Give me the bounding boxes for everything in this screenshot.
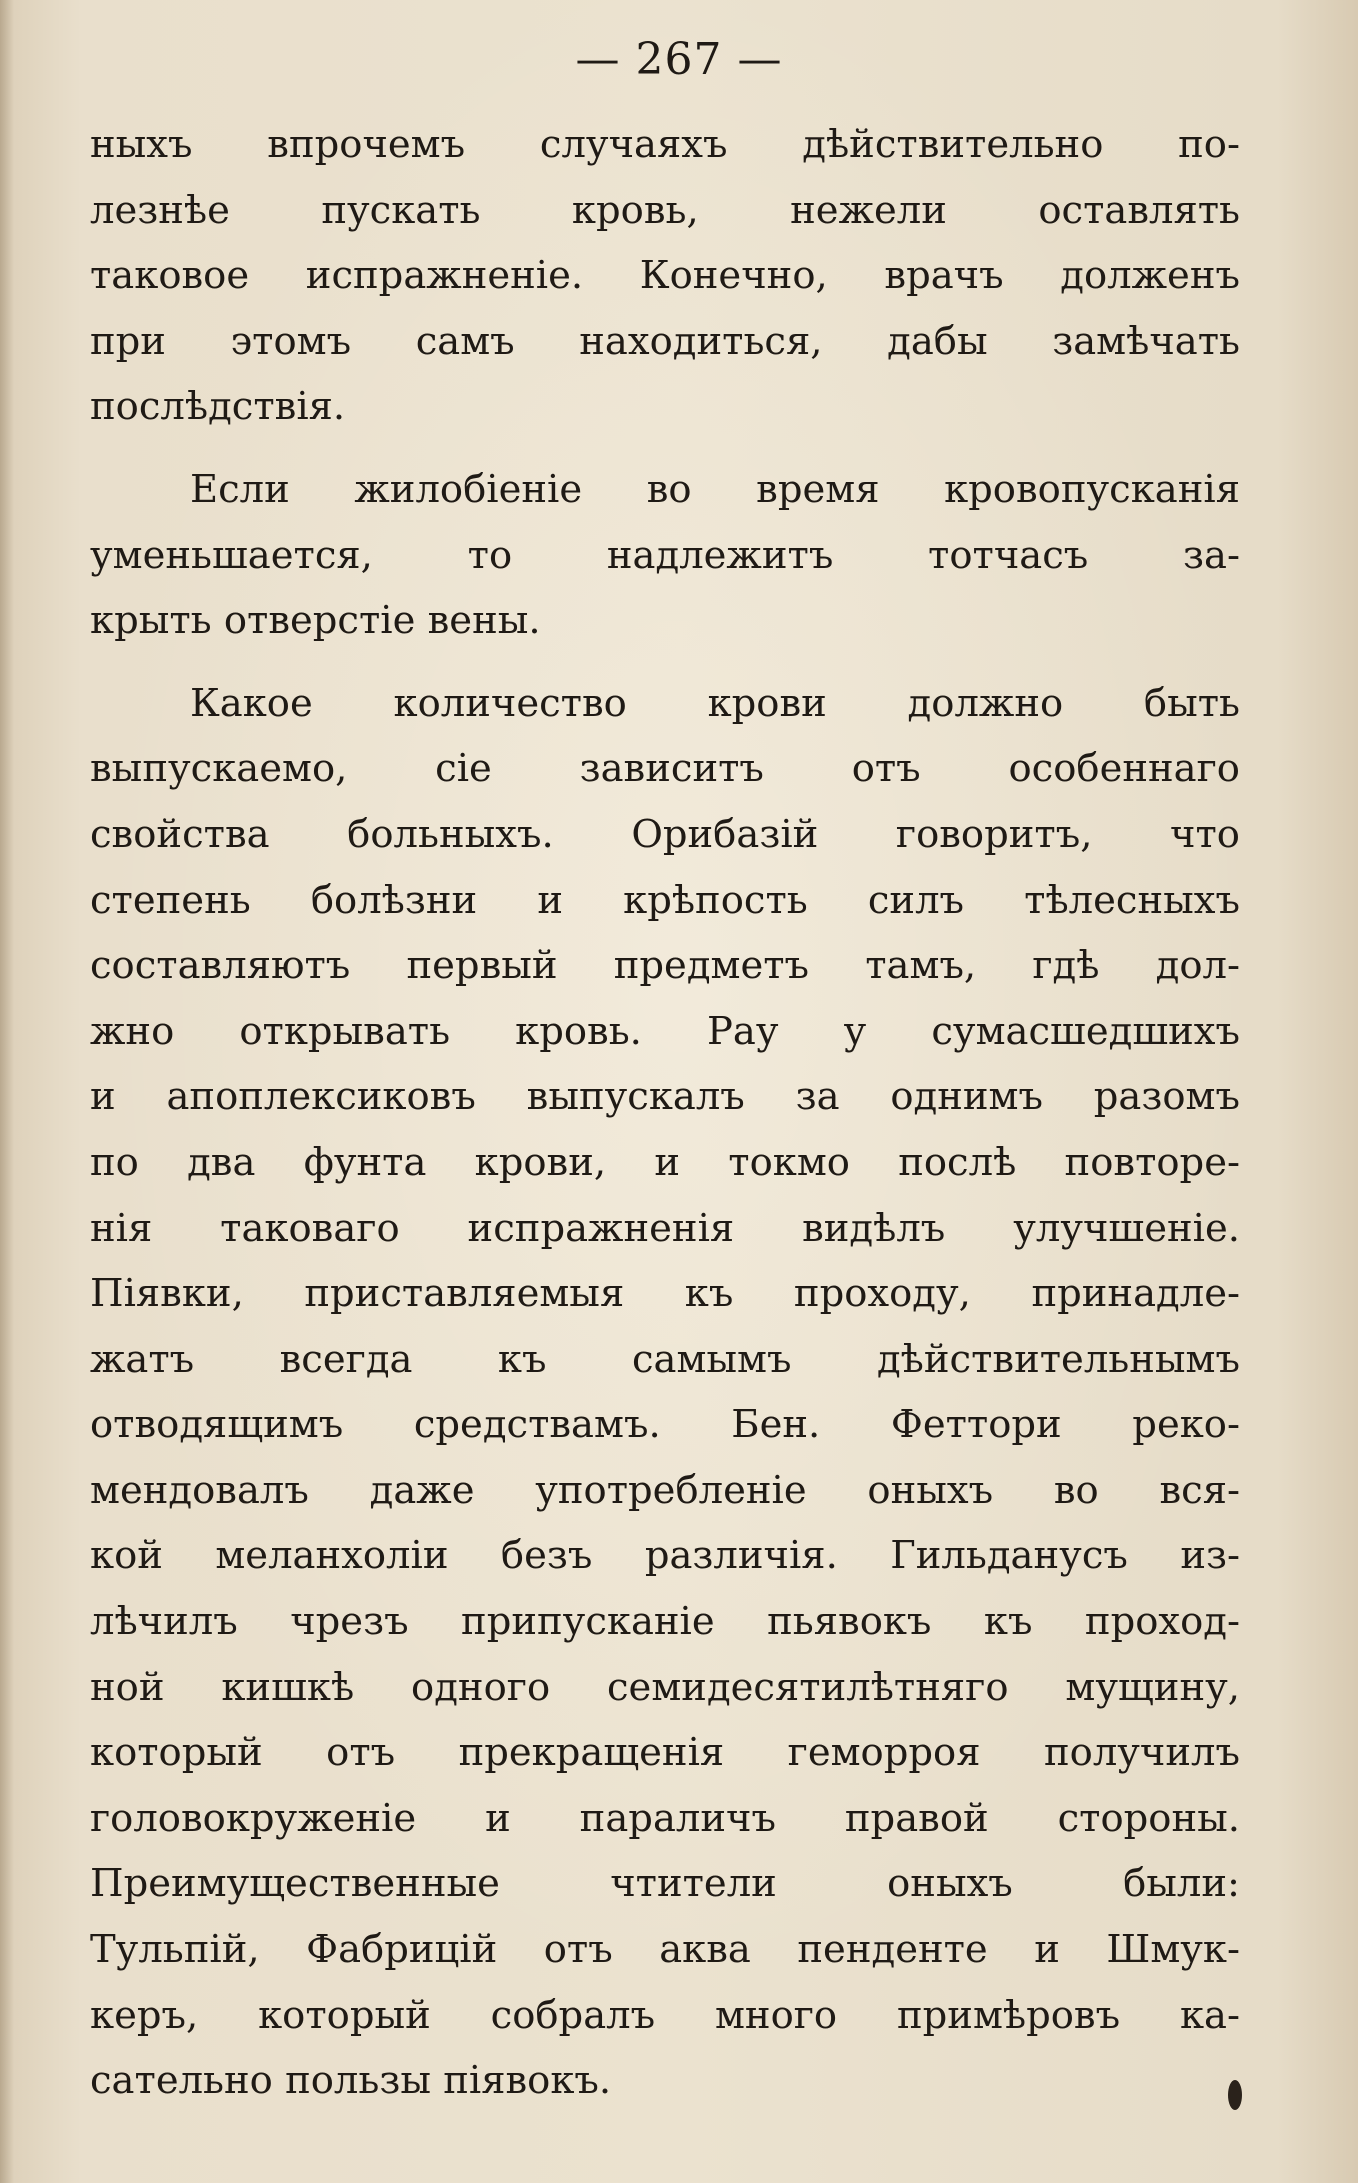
text-line: уменьшается, то надлежитъ тотчасъ за- bbox=[90, 532, 1240, 578]
text-line: Тульпій, Фабрицій отъ аква пенденте и Шмук- bbox=[90, 1927, 1240, 1973]
text-line: керъ, который собралъ много примѣровъ ка- bbox=[90, 1992, 1240, 2038]
paragraph-gap bbox=[90, 654, 1240, 671]
text-line: жатъ всегда къ самымъ дѣйствительнымъ bbox=[90, 1336, 1240, 1382]
text-line: лѣчилъ чрезъ припусканіе пьявокъ къ проход- bbox=[90, 1599, 1240, 1645]
text-line: отводящимъ средствамъ. Бен. Феттори реко- bbox=[90, 1402, 1240, 1448]
paragraph-1 bbox=[90, 112, 1240, 440]
text-line: таковое испражненіе. Конечно, врачъ долженъ bbox=[90, 253, 1240, 299]
text-line: Преимущественные чтители оныхъ были: bbox=[90, 1861, 1240, 1907]
text-line: крыть отверстіе вены. bbox=[90, 598, 541, 644]
text-line: Піявки, приставляемыя къ проходу, принадле- bbox=[90, 1271, 1240, 1317]
paragraph-2 bbox=[90, 457, 1240, 654]
text-line: нія таковаго испражненія видѣлъ улучшеніе. bbox=[90, 1205, 1240, 1251]
page-number: — 267 — bbox=[575, 34, 783, 85]
text-line: лезнѣе пускать кровь, нежели оставлять bbox=[90, 187, 1240, 233]
text-line: головокруженіе и параличъ правой стороны. bbox=[90, 1795, 1240, 1841]
text-line: сательно пользы піявокъ. bbox=[90, 2058, 612, 2104]
text-line: при этомъ самъ находиться, дабы замѣчать bbox=[90, 318, 1240, 364]
page-edge-shadow bbox=[0, 0, 14, 2183]
page-text bbox=[90, 112, 1240, 2114]
paragraph-3 bbox=[90, 671, 1240, 2114]
text-line: и апоплексиковъ выпускалъ за однимъ разомъ bbox=[90, 1074, 1240, 1120]
text-line: который отъ прекращенія геморроя получилъ bbox=[90, 1730, 1240, 1776]
text-line: ныхъ впрочемъ случаяхъ дѣйствительно по- bbox=[90, 122, 1240, 167]
text-line: послѣдствія. bbox=[90, 384, 346, 430]
text-line: мендовалъ даже употребленіе оныхъ во вся- bbox=[90, 1467, 1240, 1513]
text-line: Какое количество крови должно быть bbox=[190, 680, 1240, 726]
text-line: степень болѣзни и крѣпость силъ тѣлесныхъ bbox=[90, 877, 1240, 923]
text-line: по два фунта крови, и токмо послѣ повторе- bbox=[90, 1139, 1240, 1185]
text-line: кой меланхоліи безъ различія. Гильданусъ из- bbox=[90, 1533, 1240, 1579]
text-line: составляютъ первый предметъ тамъ, гдѣ дол- bbox=[90, 943, 1240, 989]
text-line: жно открывать кровь. Рау у сумасшедшихъ bbox=[90, 1008, 1240, 1054]
text-line: ной кишкѣ одного семидесятилѣтняго мущину, bbox=[90, 1664, 1240, 1710]
paragraph-gap bbox=[90, 440, 1240, 457]
ink-blot bbox=[1228, 2080, 1242, 2110]
text-line: Если жилобіеніе во время кровопусканія bbox=[190, 466, 1240, 512]
text-line: выпускаемо, сіе зависитъ отъ особеннаго bbox=[90, 746, 1240, 792]
text-line: свойства больныхъ. Орибазій говоритъ, что bbox=[90, 811, 1240, 857]
